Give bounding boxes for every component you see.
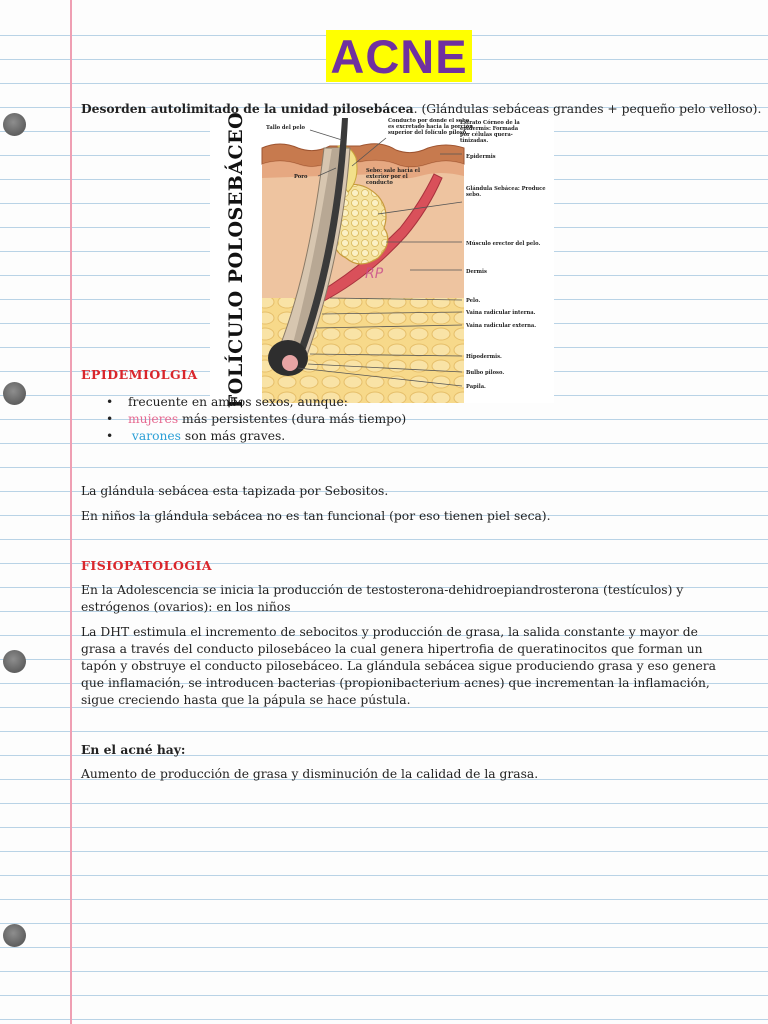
label-conducto: Conducto por donde el sebo: [388, 118, 470, 124]
sebocitos-paragraph: La glándula sebácea esta tapizada por Sebositos.: [81, 484, 389, 498]
mujeres-highlight: mujeres: [128, 412, 179, 426]
svg-text:epidermis: Formada: epidermis: Formada: [460, 126, 519, 132]
label-dermis: Dermis: [466, 269, 487, 275]
label-vaina-interna: Vaina radicular interna.: [466, 310, 536, 316]
vertical-label-text: FOLÍCULO POLOSEBÁCEO: [225, 111, 247, 409]
acne-hay-heading: En el acné hay:: [81, 742, 186, 757]
label-hipodermis: Hipodermis.: [466, 354, 502, 360]
epidemiologia-list: [106, 394, 406, 445]
label-tallo: Tallo del pelo: [266, 125, 305, 131]
label-papila: Papila.: [466, 384, 486, 390]
svg-text:sebo.: sebo.: [466, 192, 482, 198]
binder-hole: [3, 113, 26, 136]
bullet-icon: •: [106, 429, 114, 443]
binder-hole: [3, 650, 26, 673]
binder-hole: [3, 382, 26, 405]
svg-text:exterior por el: exterior por el: [366, 174, 408, 180]
svg-text:conducto: conducto: [366, 180, 393, 186]
label-glandula: Glándula Sebácea: Produce: [466, 186, 546, 192]
bullet-icon: •: [106, 412, 114, 426]
dht-paragraph: La DHT estimula el incremento de sebocitos y producción de grasa, la salida constante y mayor de grasa a través del conducto pilosebáceo la cual genera hipertrofia de queratinocitos que forman un tapón y obstruye el conducto pilosebáceo. La glándula sebácea sigue produciendo grasa y eso genera que inflamación, se introducen bacterias (propionibacterium acnes) que incrementan la inflamación, sigue creciendo hasta que la pápula se hace pústula.: [81, 625, 716, 707]
bullet-icon: •: [106, 395, 114, 409]
label-estrato: Estrato Córneo de la: [460, 120, 520, 126]
acne-hay-text: Aumento de producción de grasa y disminución de la calidad de la grasa.: [81, 767, 539, 781]
ninos-paragraph: En niños la glándula sebácea no es tan funcional (por eso tienen piel seca).: [81, 509, 551, 523]
papilla: [282, 355, 298, 371]
list-item: [106, 428, 406, 445]
label-vaina-externa: Vaina radicular externa.: [466, 323, 537, 329]
bullet-text: más persistentes (dura más tiempo): [178, 412, 407, 426]
page-title: ACNE: [330, 29, 468, 83]
svg-text:tinizadas.: tinizadas.: [460, 138, 489, 144]
svg-text:por células quera-: por células quera-: [460, 132, 513, 138]
bullet-text: frecuente en ambos sexos, aunque:: [128, 395, 348, 409]
svg-text:superior del folículo piloso.: superior del folículo piloso.: [388, 130, 468, 136]
rp-mark: RP: [365, 266, 384, 282]
list-item: [106, 394, 406, 411]
binder-hole: [3, 924, 26, 947]
intro-paragraph: [81, 100, 761, 118]
fisiopatologia-heading: FISIOPATOLOGIA: [81, 558, 213, 573]
intro-rest: . (Glándulas sebáceas grandes + pequeño pelo velloso).: [413, 102, 762, 116]
epidemiologia-heading: EPIDEMIOLGIA: [81, 367, 198, 382]
title-highlight: [326, 30, 472, 82]
label-poro: Poro: [294, 174, 308, 180]
label-sebo: Sebo: sale hacia el: [366, 168, 420, 174]
notebook-margin-line: [70, 0, 72, 1024]
label-bulbo: Bulbo piloso.: [466, 370, 505, 376]
label-epidermis: Epidermis: [466, 154, 496, 160]
varones-highlight: varones: [131, 429, 181, 443]
label-pelo: Pelo.: [466, 298, 481, 304]
intro-bold: Desorden autolimitado de la unidad pilosebácea: [81, 101, 414, 116]
adolescencia-paragraph: En la Adolescencia se inicia la producción de testosterona-dehidroepiandrosterona (testículos) y estrógenos (ovarios): en los niños: [81, 583, 684, 614]
follicle-illustration: [210, 118, 554, 403]
svg-text:es excretado hacia la porción: es excretado hacia la porción: [388, 124, 474, 130]
bullet-text: son más graves.: [181, 429, 286, 443]
list-item: [106, 411, 406, 428]
label-musculo: Músculo erector del pelo.: [466, 241, 541, 247]
